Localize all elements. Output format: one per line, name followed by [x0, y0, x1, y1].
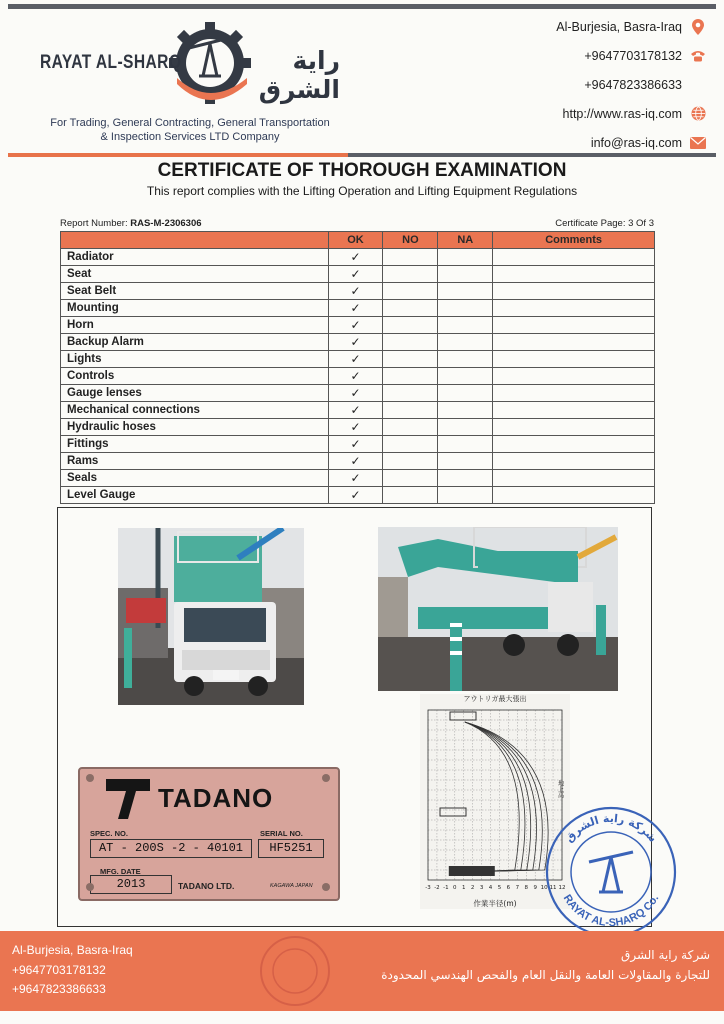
basket-shape: [440, 808, 466, 816]
contact-address: Al-Burjesia, Basra-Iraq: [446, 12, 706, 41]
x-tick-label: 7: [515, 885, 520, 891]
table-row: [61, 283, 655, 300]
row-item-label: Gauge lenses: [61, 385, 329, 402]
row-comments: [493, 385, 655, 402]
spec-label: SPEC. NO.: [90, 829, 128, 838]
table-row: [61, 249, 655, 266]
row-no-mark: [383, 453, 438, 470]
row-ok-mark: ✓: [328, 436, 383, 453]
x-tick-label: 9: [533, 885, 537, 891]
inspection-checklist-table: [60, 231, 655, 504]
row-comments: [493, 419, 655, 436]
row-item-label: Level Gauge: [61, 487, 329, 504]
x-tick-label: 6: [506, 885, 511, 891]
row-ok-mark: ✓: [328, 385, 383, 402]
x-tick-label: 0: [453, 885, 457, 891]
tagline-line-1: For Trading, General Contracting, General Transportation: [50, 117, 330, 129]
company-tagline: [30, 116, 350, 144]
table-row: [61, 402, 655, 419]
row-comments: [493, 453, 655, 470]
plate-rivets: [80, 769, 338, 899]
row-comments: [493, 470, 655, 487]
certificate-page: Certificate Page: 3 Of 3: [555, 218, 654, 229]
row-no-mark: [383, 487, 438, 504]
company-name-ar: راية الشرق: [258, 46, 340, 104]
table-row: [61, 300, 655, 317]
table-row: [61, 317, 655, 334]
row-item-label: Radiator: [61, 249, 329, 266]
footer-address: Al-Burjesia, Basra-Iraq: [12, 943, 133, 957]
row-ok-mark: ✓: [328, 249, 383, 266]
serial-value: HF5251: [258, 839, 324, 858]
stamp-bottom-text: RAYAT AL-SHARQ Co.: [560, 892, 662, 930]
row-no-mark: [383, 334, 438, 351]
row-no-mark: [383, 402, 438, 419]
row-no-mark: [383, 436, 438, 453]
row-no-mark: [383, 419, 438, 436]
svg-text:RAYAT AL-SHARQ Co.: [561, 893, 662, 929]
page-footer: [0, 931, 724, 1011]
footer-ar-line-2: للتجارة والمقاولات العامة والنقل العام والفحص الهندسي المحدودة: [381, 968, 710, 982]
row-na-mark: [438, 487, 493, 504]
row-na-mark: [438, 470, 493, 487]
report-number: Report Number: RAS-M-2306306: [60, 218, 202, 229]
footer-watermark-stamp: [230, 935, 360, 1007]
contact-website[interactable]: http://www.ras-iq.com: [446, 99, 706, 128]
certificate-title: CERTIFICATE OF THOROUGH EXAMINATION: [157, 160, 567, 181]
row-na-mark: [438, 385, 493, 402]
header-no: NO: [383, 232, 438, 249]
chart-title: アウトリガ最大張出: [463, 695, 527, 703]
row-ok-mark: ✓: [328, 300, 383, 317]
row-comments: [493, 351, 655, 368]
row-item-label: Seals: [61, 470, 329, 487]
contact-phone-2: +9647823386633: [584, 77, 682, 92]
table-row: [61, 419, 655, 436]
top-rule: [8, 4, 716, 9]
row-no-mark: [383, 317, 438, 334]
globe-icon: [690, 106, 706, 122]
row-no-mark: [383, 266, 438, 283]
row-item-label: Mechanical connections: [61, 402, 329, 419]
row-na-mark: [438, 283, 493, 300]
x-tick-label: 8: [524, 885, 529, 891]
header-na: NA: [438, 232, 493, 249]
row-item-label: Mounting: [61, 300, 329, 317]
row-na-mark: [438, 317, 493, 334]
row-ok-mark: ✓: [328, 266, 383, 283]
row-item-label: Rams: [61, 453, 329, 470]
row-ok-mark: ✓: [328, 470, 383, 487]
row-na-mark: [438, 300, 493, 317]
row-na-mark: [438, 266, 493, 283]
certificate-subtitle: This report complies with the Lifting Operation and Lifting Equipment Regulations: [146, 184, 578, 198]
plate-brand: TADANO: [158, 783, 274, 813]
row-comments: [493, 249, 655, 266]
range-curve: [463, 722, 525, 872]
contact-phone-1: +9647703178132: [446, 41, 706, 70]
row-comments: [493, 368, 655, 385]
table-header-row: [61, 232, 655, 249]
row-ok-mark: ✓: [328, 453, 383, 470]
truck-front-photo: [118, 528, 304, 705]
row-na-mark: [438, 436, 493, 453]
stamp-top-text: شركة راية الشرق: [562, 811, 660, 845]
header-divider: [8, 153, 716, 157]
row-ok-mark: ✓: [328, 334, 383, 351]
x-tick-label: 3: [479, 885, 484, 891]
x-tick-label: 10: [540, 885, 548, 891]
mfg-date-value: 2013: [90, 875, 172, 894]
plate-origin: KAGAWA JAPAN: [270, 883, 313, 889]
row-ok-mark: ✓: [328, 351, 383, 368]
row-item-label: Hydraulic hoses: [61, 419, 329, 436]
row-no-mark: [383, 283, 438, 300]
row-no-mark: [383, 385, 438, 402]
row-no-mark: [383, 470, 438, 487]
footer-ar-line-1: شركة راية الشرق: [621, 948, 710, 962]
row-comments: [493, 300, 655, 317]
header-ok: OK: [328, 232, 383, 249]
row-comments: [493, 402, 655, 419]
row-na-mark: [438, 351, 493, 368]
row-item-label: Horn: [61, 317, 329, 334]
chart-side-label: 地上高: [556, 780, 564, 798]
x-tick-label: 5: [497, 885, 502, 891]
row-comments: [493, 334, 655, 351]
row-ok-mark: ✓: [328, 487, 383, 504]
tadano-nameplate: [78, 767, 340, 901]
mfg-date-label: MFG. DATE: [100, 867, 141, 876]
row-na-mark: [438, 419, 493, 436]
company-stamp: [540, 804, 679, 940]
tagline-line-2: & Inspection Services LTD Company: [100, 131, 280, 143]
row-item-label: Seat: [61, 266, 329, 283]
spec-value: AT - 200S -2 - 40101: [90, 839, 252, 858]
plate-maker: TADANO LTD.: [178, 881, 235, 891]
row-item-label: Seat Belt: [61, 283, 329, 300]
row-no-mark: [383, 351, 438, 368]
x-tick-label: 12: [558, 885, 566, 891]
x-tick-label: 11: [549, 885, 557, 891]
row-ok-mark: ✓: [328, 283, 383, 300]
basket-top-shape: [450, 712, 476, 720]
footer-arabic-name: [381, 945, 710, 985]
truck-side-boom-photo: [378, 527, 618, 691]
footer-contacts: [12, 941, 133, 1000]
row-comments: [493, 487, 655, 504]
header-item: [61, 232, 329, 249]
footer-phone-1: +9647703178132: [12, 962, 106, 977]
table-row: [61, 266, 655, 283]
row-ok-mark: ✓: [328, 419, 383, 436]
x-tick-label: -1: [443, 885, 449, 891]
row-ok-mark: ✓: [328, 402, 383, 419]
company-logo: [40, 18, 340, 118]
row-comments: [493, 317, 655, 334]
phone-icon: [690, 48, 706, 64]
footer-phone-2: +9647823386633: [12, 982, 106, 996]
header-comments: Comments: [493, 232, 655, 249]
row-item-label: Controls: [61, 368, 329, 385]
x-tick-label: 2: [470, 885, 475, 891]
row-na-mark: [438, 249, 493, 266]
row-ok-mark: ✓: [328, 368, 383, 385]
serial-label: SERIAL NO.: [260, 829, 303, 838]
row-na-mark: [438, 334, 493, 351]
report-info: [60, 218, 654, 229]
mail-icon: [690, 135, 706, 151]
x-tick-label: -2: [434, 885, 440, 891]
x-tick-label: 1: [461, 885, 466, 891]
company-name-en: RAYAT AL-SHARQ: [40, 52, 182, 73]
row-no-mark: [383, 368, 438, 385]
row-no-mark: [383, 249, 438, 266]
row-na-mark: [438, 453, 493, 470]
row-item-label: Backup Alarm: [61, 334, 329, 351]
row-no-mark: [383, 300, 438, 317]
table-row: [61, 385, 655, 402]
row-comments: [493, 436, 655, 453]
table-row: [61, 470, 655, 487]
table-row: [61, 453, 655, 470]
table-row: [61, 436, 655, 453]
row-na-mark: [438, 402, 493, 419]
row-comments: [493, 283, 655, 300]
x-tick-label: -3: [425, 885, 431, 891]
location-pin-icon: [690, 19, 706, 35]
row-comments: [493, 266, 655, 283]
contact-email[interactable]: info@ras-iq.com: [446, 128, 706, 157]
table-row: [61, 368, 655, 385]
table-row: [61, 487, 655, 504]
row-ok-mark: ✓: [328, 317, 383, 334]
x-tick-label: 4: [488, 885, 493, 891]
row-na-mark: [438, 368, 493, 385]
chart-xlabel: 作業半径(m): [473, 899, 517, 908]
row-item-label: Fittings: [61, 436, 329, 453]
table-row: [61, 334, 655, 351]
truck-silhouette: [449, 866, 495, 876]
table-row: [61, 351, 655, 368]
contact-list: [446, 12, 706, 157]
row-item-label: Lights: [61, 351, 329, 368]
